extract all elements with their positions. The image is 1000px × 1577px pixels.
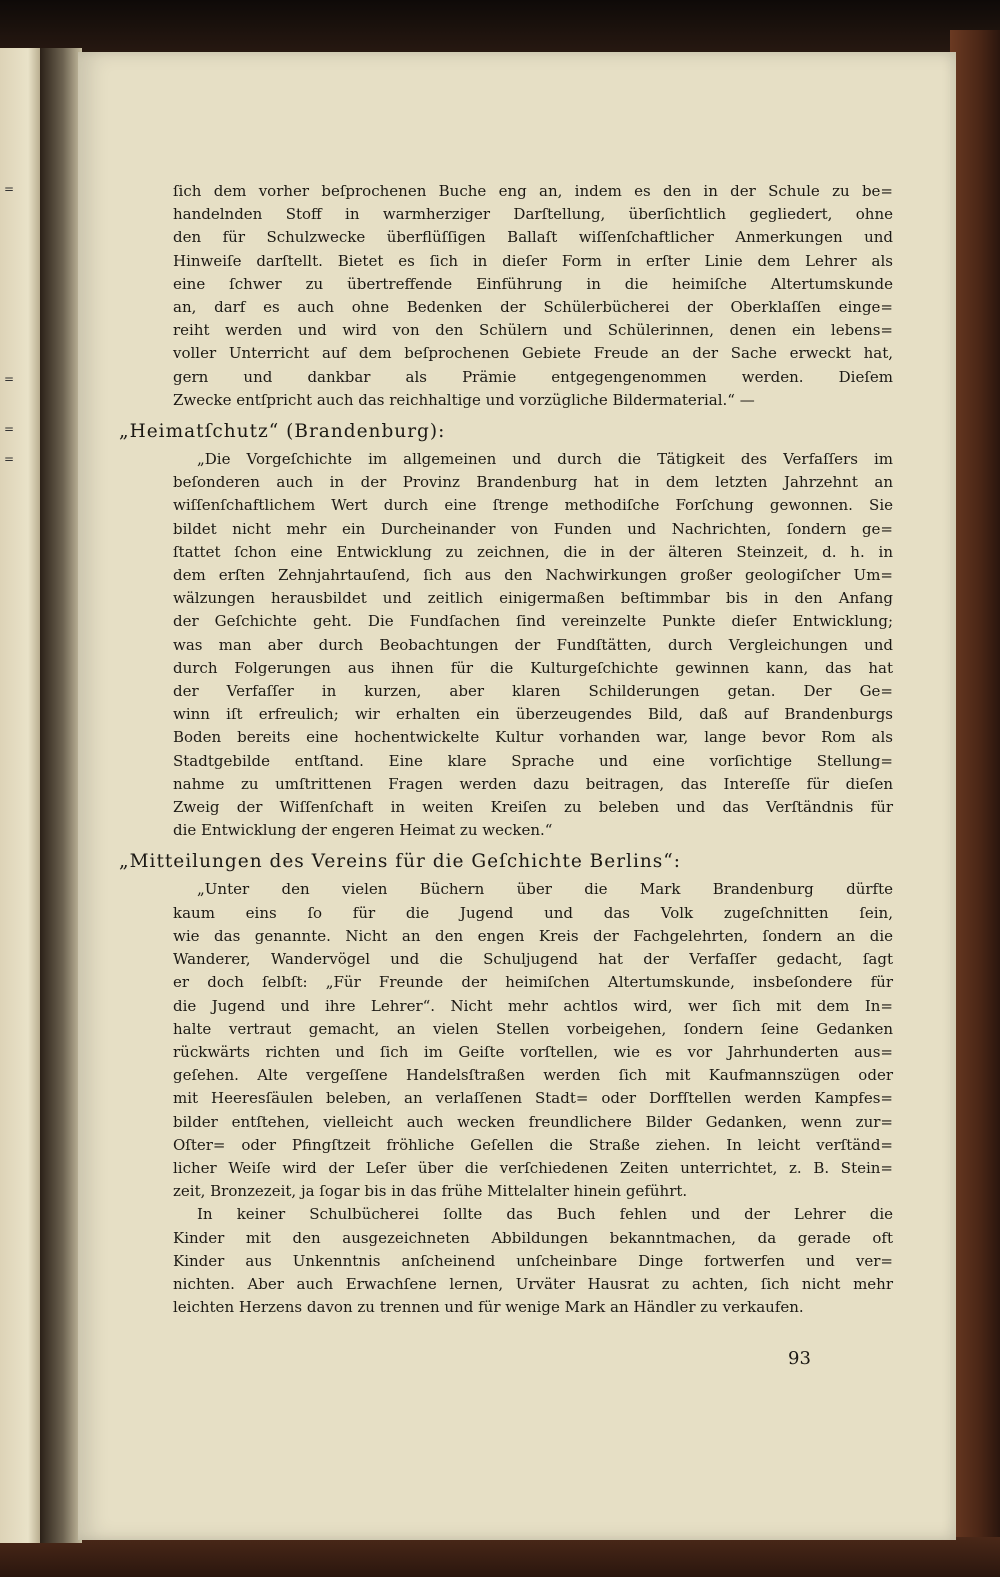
text-line: Zweig der Wiſſenſchaft in weiten Kreiſen zu beleben und das Verſtändnis für [173,798,893,817]
text-line: winn iſt erfreulich; wir erhalten ein überzeugendes Bild, daß auf Brandenburgs [173,705,893,724]
text-line: wälzungen herausbildet und zeitlich einigermaßen beſtimmbar bis in den Anfang [173,589,893,608]
text-line: durch Folgerungen aus ihnen für die Kulturgeſchichte gewinnen kann, das hat [173,658,893,677]
text-line: dem erſten Zehnjahrtauſend, ſich aus den Nachwirkungen großer geologiſcher Um= [173,566,893,585]
text-line: nahme zu umſtrittenen Fragen werden dazu beitragen, das Intereſſe für dieſen [173,774,893,793]
text-line: Stadtgebilde entſtand. Eine klare Sprache und eine vorſichtige Stellung= [173,751,893,770]
left-page-edge [0,48,40,1543]
book-cover-top [0,0,1000,60]
text-line: gern und dankbar als Prämie entgegengenommen werden. Dieſem [173,367,893,386]
left-page-mark: = [4,422,15,436]
text-line: „Unter den vielen Büchern über die Mark Brandenburg dürfte [197,880,893,899]
text-line: handelnden Stoff in warmherziger Darſtellung, überſichtlich gegliedert, ohne [173,205,893,224]
paragraph [173,878,893,1203]
text-line: rückwärts richten und ſich im Geiſte vorſtellen, wie es vor Jahrhunderten aus= [173,1042,893,1061]
text-line: ſich dem vorher beſprochenen Buche eng an, indem es den in der Schule zu be= [173,182,893,200]
section-heading: „Heimatſchutz“ (Brandenburg): [119,421,446,443]
text-line: wiſſenſchaftlichem Wert durch eine ſtrenge methodiſche Forſchung gewonnen. Sie [173,496,893,515]
text-line: Kinder mit den ausgezeichneten Abbildungen bekanntmachen, da gerade oft [173,1228,893,1247]
book-cover-bottom [0,1537,1000,1577]
text-line: der Verfaſſer in kurzen, aber klaren Schilderungen getan. Der Ge= [173,682,893,701]
text-line: was man aber durch Beobachtungen der Fundſtätten, durch Vergleichungen und [173,635,893,654]
text-line: nichten. Aber auch Erwachſene lernen, Urväter Hausrat zu achten, ſich nicht mehr [173,1274,893,1293]
text-line: voller Unterricht auf dem beſprochenen Gebiete Freude an der Sache erweckt hat, [173,344,893,363]
text-line: die Entwicklung der engeren Heimat zu wecken.“ [173,821,553,840]
left-page-mark: = [4,182,15,196]
text-line: bilder entſtehen, vielleicht auch wecken freundlichere Bilder Gedanken, wenn zur= [173,1112,893,1131]
paragraph [173,1203,893,1319]
text-line: Hinweiſe darſtellt. Bietet es ſich in dieſer Form in erſter Linie dem Lehrer als [173,251,893,270]
text-line: geſehen. Alte vergeſſene Handelsſtraßen werden ſich mit Kaufmannszügen oder [173,1066,893,1085]
section-heading: „Mitteilungen des Vereins für die Geſchichte Berlins“: [119,851,681,873]
left-page-mark: = [4,452,15,466]
text-line: eine ſchwer zu übertreffende Einführung in die heimiſche Altertumskunde [173,274,893,293]
book-cover-edge [950,30,1000,1577]
text-line: bildet nicht mehr ein Durcheinander von Funden und Nachrichten, ſondern ge= [173,519,893,538]
text-line: halte vertraut gemacht, an vielen Stellen vorbeigehen, ſondern ſeine Gedanken [173,1019,893,1038]
text-line: zeit, Bronzezeit, ja ſogar bis in das frühe Mittelalter hinein geführt. [173,1182,688,1201]
text-line: ſtattet ſchon eine Entwicklung zu zeichnen, die in der älteren Steinzeit, d. h. in [173,542,893,561]
text-line: reiht werden und wird von den Schülern und Schülerinnen, denen ein lebens= [173,321,893,340]
text-line: den für Schulzwecke überflüſſigen Ballaſt wiſſenſchaftlicher Anmerkungen und [173,228,893,247]
text-line: „Die Vorgeſchichte im allgemeinen und durch die Tätigkeit des Verfaſſers im [197,450,893,469]
text-line: beſonderen auch in der Provinz Brandenburg hat in dem letzten Jahrzehnt an [173,473,893,492]
text-line: er doch ſelbſt: „Für Freunde der heimiſchen Altertumskunde, insbeſondere für [173,973,893,992]
text-line: mit Heeresſäulen beleben, an verlaſſenen Stadt= oder Dorfſtellen werden Kampfes= [173,1089,893,1108]
text-line: Wanderer, Wandervögel und die Schuljugend hat der Verfaſſer gedacht, ſagt [173,950,893,969]
text-line: In keiner Schulbücherei ſollte das Buch fehlen und der Lehrer die [197,1205,893,1224]
text-line: leichten Herzens davon zu trennen und für wenige Mark an Händler zu verkaufen. [173,1298,804,1317]
book-gutter [40,48,82,1543]
text-line: die Jugend und ihre Lehrer“. Nicht mehr achtlos wird, wer ſich mit dem In= [173,996,893,1015]
text-line: wie das genannte. Nicht an den engen Kreis der Fachgelehrten, ſondern an die [173,926,893,945]
text-line: licher Weiſe wird der Leſer über die verſchiedenen Zeiten unterrichtet, z. B. Stein= [173,1158,893,1177]
book-page [78,52,956,1540]
page-number: 93 [788,1348,811,1369]
left-page-mark: = [4,372,15,386]
text-line: kaum eins ſo für die Jugend und das Volk zugeſchnitten ſein, [173,903,893,922]
text-line: Kinder aus Unkenntnis anſcheinend unſcheinbare Dinge fortwerfen und ver= [173,1251,893,1270]
page-text [119,180,893,1319]
text-line: Oſter= oder Pfingſtzeit fröhliche Geſellen die Straße ziehen. In leicht verſtänd= [173,1135,893,1154]
text-line: Boden bereits eine hochentwickelte Kultur vorhanden war, lange bevor Rom als [173,728,893,747]
text-line: Zwecke entſpricht auch das reichhaltige und vorzügliche Bildermaterial.“ — [173,390,755,409]
paragraph [173,448,893,842]
text-line: an, darf es auch ohne Bedenken der Schülerbücherei der Oberklaſſen einge= [173,298,893,317]
paragraph [173,180,893,412]
text-line: der Geſchichte geht. Die Fundſachen ſind vereinzelte Punkte dieſer Entwicklung; [173,612,893,631]
